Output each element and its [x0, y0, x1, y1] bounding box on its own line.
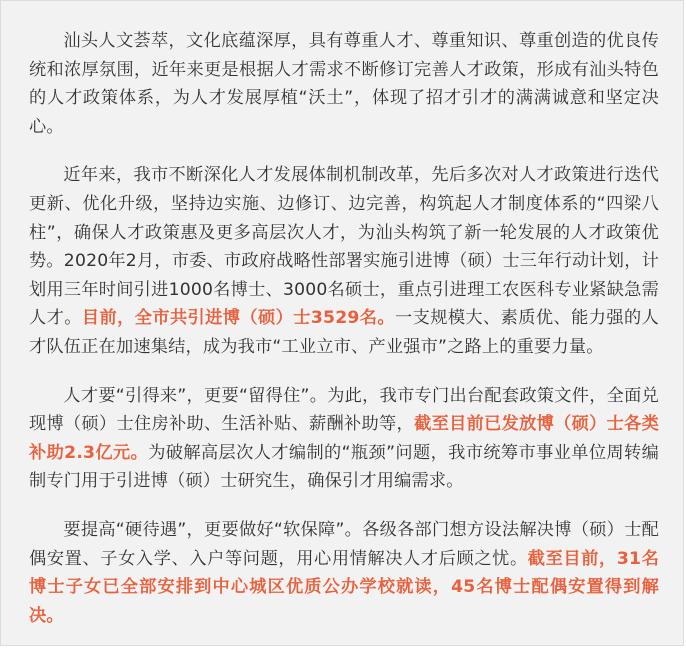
paragraph-reform	[29, 161, 659, 361]
highlight-text: 目前，全市共引进博（硕）士3529名。	[81, 308, 395, 329]
paragraph-talent-culture	[29, 27, 659, 141]
paragraph-text: 为破解高层次人才编制的“瓶颈”问题，我市统筹市事业单位周转编制专门用于引进博（硕）士研究生，确保引才用编需求。	[29, 442, 659, 492]
paragraph-text: 汕头人文荟萃，文化底蕴深厚，具有尊重人才、尊重知识、尊重创造的优良传统和浓厚氛围，近年来更是根据人才需求不断修订完善人才政策，形成有汕头特色的人才政策体系，为人才发展厚植“沃土”，体现了招才引才的满满诚意和坚定决心。	[29, 31, 659, 137]
highlight-text: 截至目前已发放博（硕）士各类补助2.3亿元。	[29, 414, 659, 463]
paragraph-text: 人才要“引得来”，更要“留得住”。为此，我市专门出台配套政策文件，全面兑现博（硕）士住房补助、生活补贴、薪酬补助等，	[29, 385, 659, 435]
paragraph-subsidies	[29, 382, 659, 496]
highlight-text: 截至目前，31名博士子女已全部安排到中心城区优质公办学校就读，45名博士配偶安置得到解决。	[29, 548, 659, 626]
paragraph-support	[29, 516, 659, 630]
paragraph-text: 近年来，我市不断深化人才发展体制机制改革，先后多次对人才政策进行迭代更新、优化升级，坚持边实施、边修订、边完善，构筑起人才制度体系的“四梁八柱”，确保人才政策惠及更多高层次人才，为汕头构筑了新一轮发展的人才政策优势。2020年2月，市委、市政府战略性部署实施引进博（硕）士三年行动计划，计划用三年时间引进1000名博士、3000名硕士，重点引进理工农医科专业紧缺急需人才。	[29, 165, 659, 329]
article-body	[29, 27, 659, 630]
paragraph-text: 一支规模大、素质优、能力强的人才队伍正在加速集结，成为我市“工业立市、产业强市”之路上的重要力量。	[29, 308, 659, 357]
paragraph-text: 要提高“硬待遇”，更要做好“软保障”。各级各部门想方设法解决博（硕）士配偶安置、子女入学、入户等问题，用心用情解决人才后顾之忧。	[29, 519, 659, 569]
